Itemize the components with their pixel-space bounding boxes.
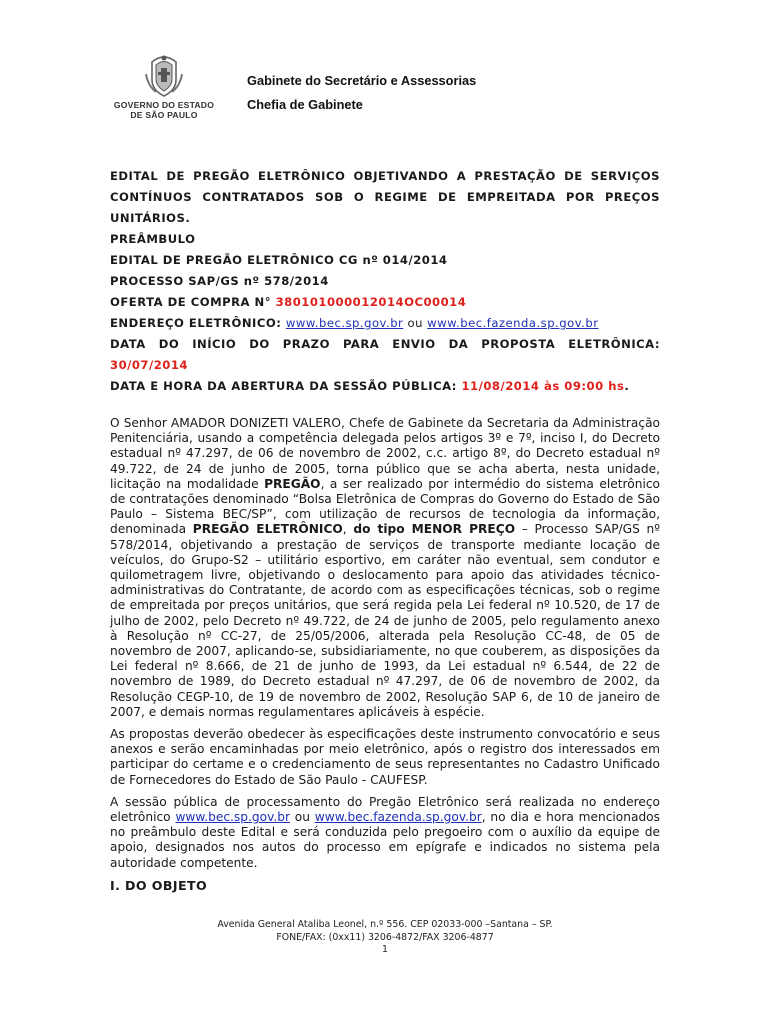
bec-fazenda-link[interactable]: www.bec.fazenda.sp.gov.br [427, 316, 599, 330]
paragraph-session [110, 795, 660, 871]
header-department: Gabinete do Secretário e Assessorias [247, 73, 477, 88]
proposal-start-label: DATA DO INÍCIO DO PRAZO PARA ENVIO DA PROPOSTA ELETRÔNICA: [110, 337, 660, 351]
para1-text1: O Senhor AMADOR DONIZETI VALERO, Chefe de Gabinete da Secretaria da Administração Penitenciária, usando a competência delegada pelos artigos 3º e 7º, inciso I, do Decreto estadual nº 47.297, de 06 de novembro de 2002, c.c. artigo 8º, do Decreto estadual nº 49.722, de 24 de junho de 2005, torna público que se acha aberta, nesta unidade, licitação na modalidade [110, 416, 660, 491]
para1-text4: – Processo SAP/GS nº 578/2014, objetivando a prestação de serviços de transporte mediante locação de veículos, do Grupo-S2 – utilitário esportivo, em caráter não eventual, sem condutor e quilometragem livre, objetivando o deslocamento para apoio das atividades técnico-administrativas do Contratante, de acordo com as especificações técnicas, sob o regime de empreitada por preços unitários, que será regida pela Lei federal nº 10.520, de 17 de julho de 2002, pelo Decreto nº 49.722, de 24 de junho de 2005, pelo regulamento anexo à Resolução nº CC-27, de 25/05/2006, alterada pela Resolução CC-48, de 05 de novembro de 2007, aplicando-se, subsidiariamente, no que couberem, as disposições da Lei federal nº 8.666, de 21 de junho de 1993, da Lei estadual nº 6.544, de 22 de novembro de 1989, do Decreto estadual nº 47.297, de 06 de novembro de 2002, da Resolução CEGP-10, de 19 de novembro de 2002, Resolução SAP 6, de 10 de janeiro de 2007, e demais normas regulamentares aplicáveis à espécie. [110, 522, 660, 719]
page-footer [0, 919, 770, 957]
paragraph-proposals: As propostas deverão obedecer às especificações deste instrumento convocatório e seus anexos e serão encaminhadas por meio eletrônico, após o registro dos interessados em participar do certame e o credenciamento de seus representantes no Cadastro Unificado de Fornecedores do Estado de São Paulo - CAUFESP. [110, 727, 660, 787]
electronic-address [110, 313, 660, 334]
para3-text1: A sessão pública de processamento do Pregão Eletrônico será realizada no endereço eletrônico [110, 794, 660, 825]
state-crest-icon [144, 52, 184, 98]
logo-text-line2: DE SÃO PAULO [130, 110, 198, 120]
para3-bec-link[interactable]: www.bec.sp.gov.br [175, 810, 290, 825]
page-number: 1 [382, 944, 388, 955]
document-body [110, 166, 660, 893]
footer-address: Avenida General Ataliba Leonel, n.º 556. CEP 02033-000 –Santana – SP. [217, 919, 553, 930]
purchase-offer-label: OFERTA DE COMPRA N° [110, 295, 276, 309]
header-office: Chefia de Gabinete [247, 97, 363, 112]
section-heading-object: I. DO OBJETO [110, 877, 208, 893]
para1-text2: , a ser realizado por intermédio do sistema eletrônico de contratações denominado “Bolsa Eletrônica de Compras do Governo do Estado de São Paulo – Sistema BEC/SP”, com utilização de recursos de tecnologia da informação, denominada [110, 476, 660, 537]
para1-bold1: PREGÃO [264, 476, 321, 491]
session-opening [110, 376, 660, 397]
title-line1: EDITAL DE PREGÃO ELETRÔNICO OBJETIVANDO A PRESTAÇÃO DE SERVIÇOS [110, 169, 660, 183]
para3-text3: , no dia e hora mencionados no preâmbulo deste Edital e será conduzida pelo pregoeiro com o auxílio da equipe de apoio, designados nos autos do processo em epígrafe e indicados no sistema pela autoridade competente. [110, 810, 660, 870]
bec-link[interactable]: www.bec.sp.gov.br [285, 316, 404, 330]
preamble-heading: PREÂMBULO [110, 232, 196, 246]
session-opening-end: . [624, 379, 630, 393]
logo-text [108, 100, 220, 120]
title-line3: UNITÁRIOS. [110, 211, 191, 225]
title-line2: CONTÍNUOS CONTRATADOS SOB O REGIME DE EMPREITADA POR PREÇOS [110, 190, 660, 204]
government-logo [108, 52, 220, 120]
process-number: PROCESSO SAP/GS nº 578/2014 [110, 274, 329, 288]
footer-phone: FONE/FAX: (0xx11) 3206-4872/FAX 3206-4877 [276, 931, 494, 943]
electronic-address-sep: ou [403, 316, 428, 330]
paragraph-announcement [110, 416, 660, 720]
purchase-offer-value: 380101000012014OC00014 [275, 295, 467, 309]
para1-text3: , [342, 522, 354, 537]
purchase-offer [110, 292, 660, 313]
para1-bold2: PREGÃO ELETRÔNICO [192, 522, 343, 537]
para3-bec-fazenda-link[interactable]: www.bec.fazenda.sp.gov.br [314, 810, 482, 825]
session-opening-label: DATA E HORA DA ABERTURA DA SESSÃO PÚBLICA: [110, 379, 462, 393]
edital-number: EDITAL DE PREGÃO ELETRÔNICO CG nº 014/2014 [110, 253, 448, 267]
logo-text-line1: GOVERNO DO ESTADO [113, 100, 215, 110]
session-opening-value: 11/08/2014 às 09:00 hs [461, 379, 625, 393]
proposal-start-date: 30/07/2014 [110, 358, 189, 372]
electronic-address-label: ENDEREÇO ELETRÔNICO: [110, 316, 286, 330]
para3-text2: ou [289, 810, 315, 825]
para1-bold3: do tipo MENOR PREÇO [353, 522, 516, 537]
